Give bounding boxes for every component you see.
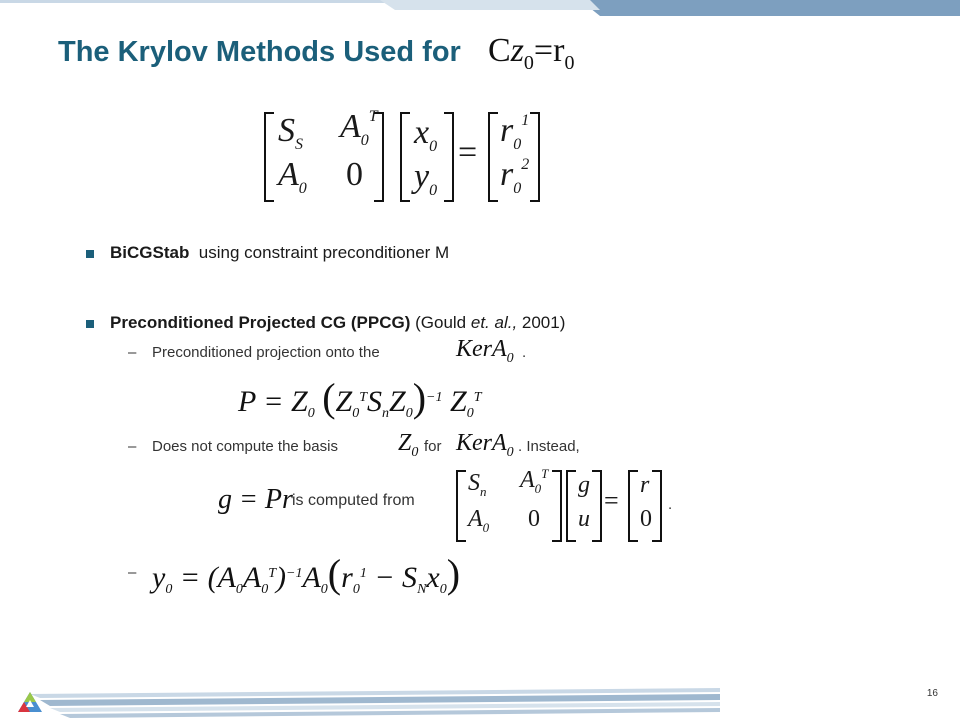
basis-text: Does not compute the basis (152, 438, 338, 455)
for-text: for (424, 438, 442, 455)
kkt-entry-a0t: $A_0^T$ (520, 466, 549, 496)
kkt-rhs-r: r (640, 472, 650, 498)
kkt-vector-right-bracket (592, 470, 602, 542)
computed-from-text: is computed from (292, 492, 415, 509)
ker-a0: KerA$_0$ (456, 336, 514, 366)
instead-text: . Instead, (518, 438, 580, 455)
kkt-vector-left-bracket (566, 470, 576, 542)
kkt-vector-g: g (578, 472, 590, 498)
matrix-entry-a0t: $A_0^T$ (340, 107, 378, 149)
matrix-entry-s: $S_S$ (278, 112, 303, 153)
period: . (668, 496, 673, 513)
bullet-ppcg: Preconditioned Projected CG (PPCG) (Gould et. al., 2001) (110, 313, 566, 332)
rhs-entry-r02: $r_0^2$ (500, 155, 530, 197)
sub-dash: – (128, 438, 137, 455)
bullet-text: using constraint preconditioner M (198, 243, 450, 262)
bullet-marker (86, 320, 94, 328)
bullet-bold-label: Preconditioned Projected CG (PPCG) (110, 313, 411, 332)
period: . (522, 344, 527, 361)
page-title: The Krylov Methods Used for (58, 36, 461, 68)
vector-left-bracket (400, 112, 410, 202)
kkt-entry-a0: $A_0$ (468, 506, 490, 535)
kkt-equals-sign: = (604, 486, 619, 515)
kkt-entry-zero: 0 (528, 506, 540, 532)
rhs-entry-r01: $r_0^1$ (500, 111, 530, 153)
vector-entry-y0: $y_0$ (414, 158, 438, 199)
bottom-decorative-band (0, 682, 960, 720)
kkt-rhs-right-bracket (652, 470, 662, 542)
kkt-right-bracket (552, 470, 562, 542)
projection-text: Preconditioned projection onto the (152, 344, 380, 361)
rhs-right-bracket (530, 112, 540, 202)
title-equation: $Cz_0=r_0$ (488, 32, 575, 74)
matrix-right-bracket (374, 112, 384, 202)
g-equation: g = Pr (218, 484, 293, 515)
y0-equation: $y_0 = (A_0A_0^T)^{-1}A_0(r_0^1 - S_Nx_0)$ (152, 551, 461, 597)
argonne-logo-icon (16, 690, 44, 714)
bullet-bicgstab (110, 243, 449, 263)
vector-entry-x0: $x_0$ (414, 114, 438, 155)
rhs-left-bracket (488, 112, 498, 202)
kkt-vector-u: u (578, 506, 590, 532)
bullet-bold-label: BiCGStab (110, 243, 190, 262)
kkt-entry-sn: $S_n$ (468, 470, 487, 499)
projection-equation: $P = Z_0$ $(Z_0^TS_nZ_0)^{-1}$ $Z_0^T$ (238, 375, 482, 421)
ker-a0: KerA$_0$ (456, 430, 514, 460)
matrix-entry-zero: 0 (346, 156, 363, 193)
sub-dash: – (128, 564, 137, 581)
page-number: 16 (926, 688, 938, 699)
kkt-rhs-zero: 0 (640, 506, 652, 532)
kkt-left-bracket (456, 470, 466, 542)
top-decorative-band (0, 0, 960, 16)
vector-right-bracket (444, 112, 454, 202)
kkt-rhs-left-bracket (628, 470, 638, 542)
bullet-marker (86, 250, 94, 258)
matrix-entry-a0: $A_0$ (278, 156, 307, 197)
sub-dash: – (128, 344, 137, 361)
z0-symbol: $Z_0$ (398, 430, 419, 460)
equals-sign: = (458, 134, 478, 171)
matrix-left-bracket (264, 112, 274, 202)
